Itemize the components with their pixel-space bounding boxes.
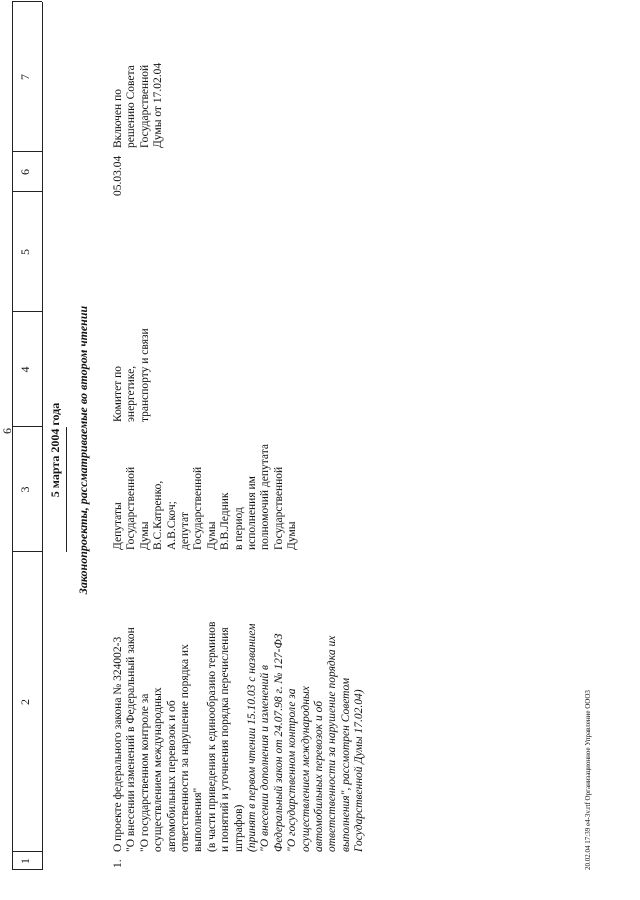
page-number: 6 [0,428,14,434]
column-number: 7 [18,74,32,80]
header-bottom-border [42,2,43,870]
row-number: 1. [112,859,124,868]
consideration-date: 05.03.04 [112,155,124,196]
bill-authors: Депутаты Государственной Думы В.С.Катренко, А.В.Скоч; депутат Государственной Думы В.В.Ледник в период исполнения им полномочий депутата Государственной Думы [112,444,299,550]
date-heading: 5 марта 2004 года [48,402,62,498]
section-heading: Законопроекты, рассматриваемые во втором чтении [76,305,90,595]
column-number: 2 [18,699,32,705]
bill-note: (принят в первом чтении 15.10.03 с названием "О внесении дополнения и изменений в Федеральный закон от 24.07.98 г. № 127-ФЗ "О государственном контроле за осуществлением международных автомобильных перевозок и об ответственности за нарушение порядка их выполнения", рассмотрен Советом Государственной Думы 17.02.04) [246,623,366,852]
column-number: 1 [18,858,32,864]
column-number: 5 [18,249,32,255]
date-underline [66,427,67,552]
column-number: 3 [18,486,32,493]
bill-title: О проекте федерального закона № 324002-3 "О внесении изменений в Федеральный закон "О государственном контроле за осуществлением международных автомобильных перевозок и об ответственности за нарушение порядка их выполнения" (в части приведения к единообразию терминов и понятий и уточнения порядка перечисления штрафов) [112,621,245,852]
footer-note: 20.02.04 17:39 e4-3v.rtf Организационное Управление ООО3 [584,690,592,870]
column-number: 6 [18,169,32,175]
header-top-border [12,2,13,870]
column-number: 4 [18,366,32,373]
responsible-committee: Комитет по энергетике, транспорту и связи [112,328,151,422]
inclusion-status: Включен по решению Совета Государственной Думы от 17.02.04 [112,62,165,148]
